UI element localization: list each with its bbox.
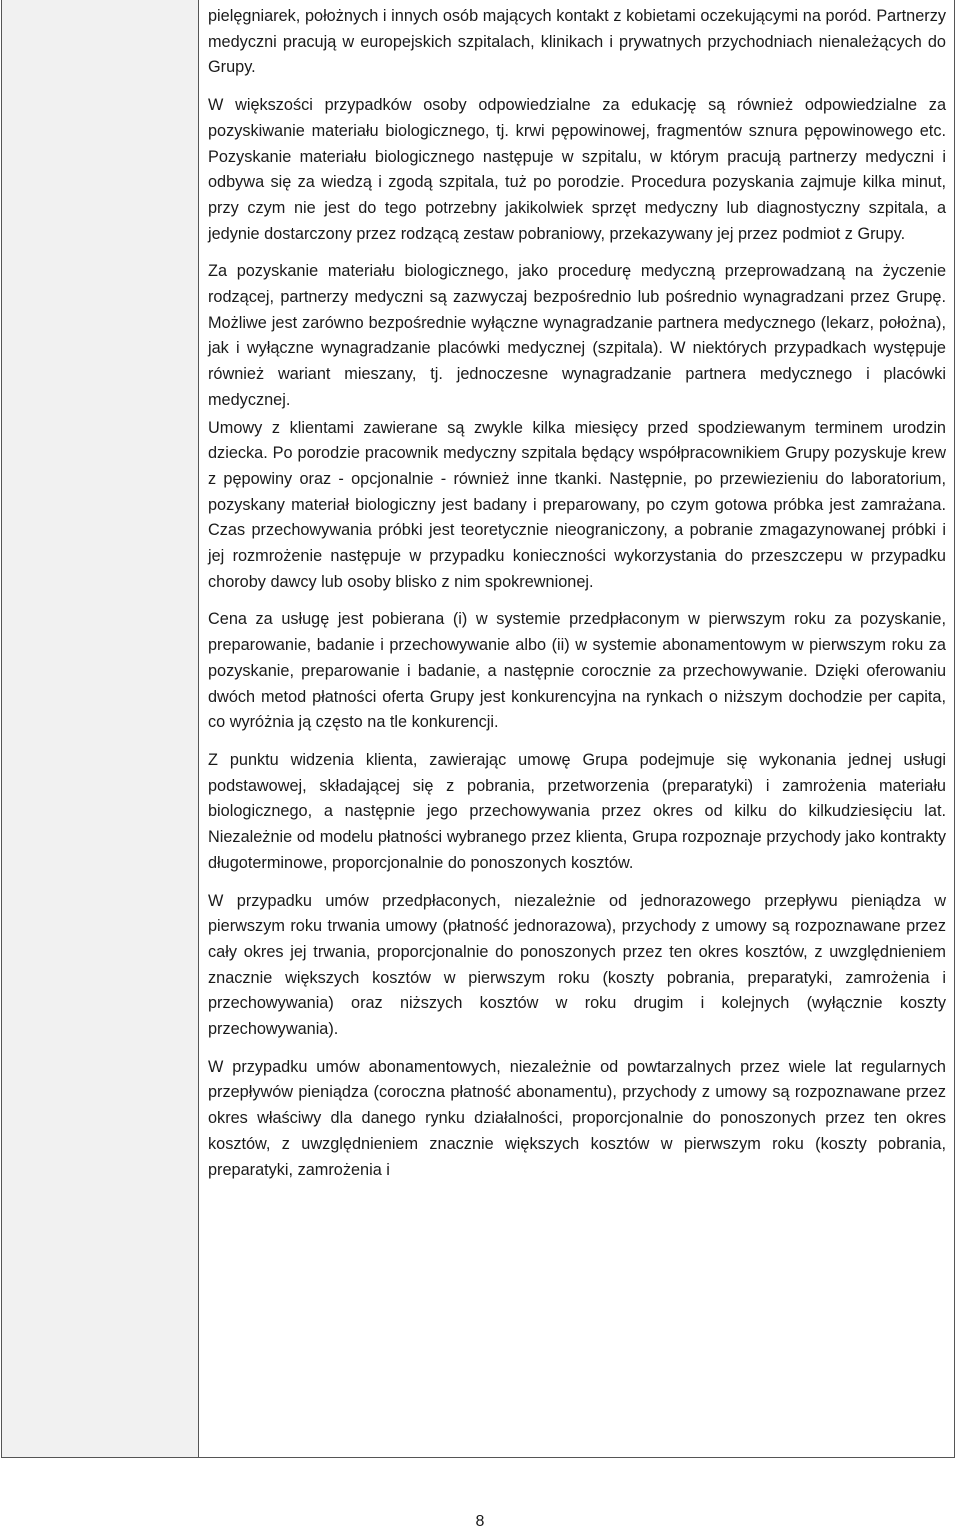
paragraph-1: pielęgniarek, położnych i innych osób mających kontakt z kobietami oczekującymi na poród. Partnerzy medyczni pracują w europejskich szpitalach, klinikach i prywatnych przychodniach nienależących do Grupy.	[208, 7, 946, 77]
paragraph-6: Z punktu widzenia klienta, zawierając umowę Grupa podejmuje się wykonania jednej usługi podstawowej, składającej się z pobrania, przetworzenia (preparatyki) i zamrożenia materiału biologicznego, a następnie jego przechowywania przez okres od kilku do kilkudziesięciu lat. Niezależnie od modelu płatności wybranego przez klienta, Grupa rozpoznaje przychody jako kontrakty długoterminowe, proporcjonalnie do ponoszonych kosztów.	[208, 750, 946, 872]
paragraph-4: Umowy z klientami zawierane są zwykle kilka miesięcy przed spodziewanym terminem urodzin dziecka. Po porodzie pracownik medyczny szpitala będący współpracownikiem Grupy pozyskuje krew z pępowiny oraz - opcjonalnie - również inne tkanki. Następnie, po przewiezieniu do laboratorium, pozyskany materiał biologiczny jest badany i preparowany, po czym gotowa próbka jest zamrażana. Czas przechowywania próbki jest teoretycznie nieograniczony, a pobranie zmagazynowanej próbki i jej rozmrożenie następuje w przypadku konieczności wykorzystania do przeszczepu w przypadku choroby dawcy lub osoby blisko z nim spokrewnionej.	[208, 418, 946, 591]
page-number: 8	[475, 1513, 485, 1530]
left-column	[2, 0, 199, 1457]
paragraph-7: W przypadku umów przedpłaconych, niezależnie od jednorazowego przepływu pieniądza w pierwszym roku trwania umowy (płatność jednorazowa), przychody z umowy są rozpoznawane przez cały okres jej trwania, proporcjonalnie do ponoszonych przez ten okres kosztów, z uwzględnieniem znacznie większych kosztów w pierwszym roku (koszty pobrania, preparatyki, zamrożenia i przechowywania) oraz niższych kosztów w roku drugim i kolejnych (wyłącznie koszty przechowywania).	[208, 891, 946, 1039]
paragraph-3: Za pozyskanie materiału biologicznego, jako procedurę medyczną przeprowadzaną na życzenie rodzącej, partnerzy medyczni są zazwyczaj bezpośrednio lub pośrednio wynagradzani przez Grupę. Możliwe jest zarówno bezpośrednie wyłączne wynagradzanie partnera medycznego (lekarz, położna), jak i wyłączne wynagradzanie placówki medycznej (szpitala). W niektórych przypadkach występuje również wariant mieszany, tj. jednoczesne wynagradzanie partnera medycznego i placówki medycznej.	[208, 262, 946, 409]
paragraph-8: W przypadku umów abonamentowych, niezależnie od powtarzalnych przez wiele lat regularnych przepływów pieniądza (coroczna płatność abonamentu), przychody z umowy są rozpoznawane przez okres właściwy dla danego rynku działalności, proporcjonalnie do ponoszonych przez ten okres kosztów, z uwzględnieniem znacznie większych kosztów w pierwszym roku (koszty pobrania, preparatyki, zamrożenia i	[208, 1057, 946, 1179]
document-body	[208, 4, 946, 1195]
paragraph-2: W większości przypadków osoby odpowiedzialne za edukację są również odpowiedzialne za pozyskiwanie materiału biologicznego, tj. krwi pępowinowej, fragmentów sznura pępowinowego etc. Pozyskanie materiału biologicznego następuje w szpitalu, w którym pracują partnerzy medyczni i odbywa się za wiedzą i zgodą szpitala, tuż po porodzie. Procedura pozyskania zajmuje kilka minut, przy czym nie jest do tego potrzebny jakikolwiek sprzęt medyczny lub diagnostyczny szpitala, a jedynie dostarczony przez rodzącą zestaw pobraniowy, przekazywany jej przez podmiot z Grupy.	[208, 96, 946, 243]
paragraph-5: Cena za usługę jest pobierana (i) w systemie przedpłaconym w pierwszym roku za pozyskanie, preparowanie, badanie i przechowywanie albo (ii) w systemie abonamentowym w pierwszym roku za pozyskanie, preparowanie i badanie, a następnie corocznie za przechowywanie. Dzięki oferowaniu dwóch metod płatności oferta Grupy jest konkurencyjna na rynkach o niższym dochodzie per capita, co wyróżnia ją często na tle konkurencji.	[208, 610, 946, 732]
